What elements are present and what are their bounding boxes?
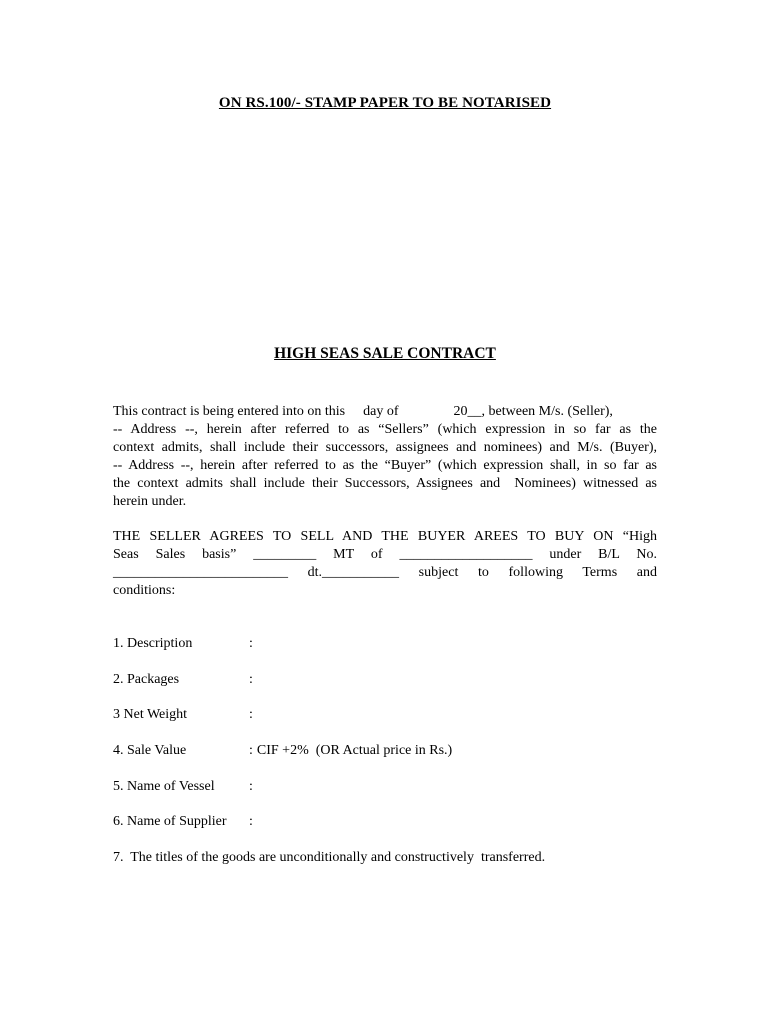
term-colon: : bbox=[249, 778, 253, 794]
contract-title: HIGH SEAS SALE CONTRACT bbox=[274, 345, 496, 362]
term-colon: : bbox=[249, 707, 253, 723]
agreement-line bbox=[113, 582, 657, 600]
intro-text-segment: -- Address --, herein after referred to as “Sellers” (which expression in so far as the bbox=[113, 422, 657, 437]
term-item-sale-value bbox=[113, 742, 673, 760]
terms-list bbox=[113, 635, 673, 885]
term-colon: : bbox=[249, 636, 253, 651]
intro-text-segment: the context admits shall include their Successors, Assignees and Nominees) witnessed as bbox=[113, 476, 657, 491]
term-label: 2. Packages bbox=[113, 671, 180, 687]
intro-line bbox=[113, 493, 657, 511]
term-colon: : bbox=[249, 671, 253, 687]
term-colon: : bbox=[249, 743, 253, 759]
term-label: 1. Description bbox=[113, 636, 193, 651]
agreement-paragraph bbox=[113, 528, 657, 600]
intro-text-segment: herein under. bbox=[113, 494, 187, 509]
agreement-line bbox=[113, 546, 657, 564]
term-label: 4. Sale Value bbox=[113, 743, 187, 759]
intro-line bbox=[113, 403, 657, 421]
intro-text-segment: day of bbox=[363, 404, 399, 419]
term-item-description bbox=[113, 635, 673, 653]
agreement-text-segment: Seas Sales basis” _________ MT of ___________________ under B/L No. bbox=[113, 547, 657, 562]
term-value: CIF +2% (OR Actual price in Rs.) bbox=[256, 743, 453, 759]
agreement-line bbox=[113, 564, 657, 582]
agreement-text-segment: _________________________ dt.___________ subject to following Terms and bbox=[113, 565, 657, 580]
intro-line bbox=[113, 457, 657, 475]
term-item-packages bbox=[113, 671, 673, 689]
term-item-net-weight bbox=[113, 706, 673, 724]
intro-text-segment: 20__, between M/s. (Seller), bbox=[453, 404, 613, 419]
agreement-line bbox=[113, 528, 657, 546]
intro-line bbox=[113, 421, 657, 439]
term-label: 5. Name of Vessel bbox=[113, 778, 215, 794]
intro-line bbox=[113, 439, 657, 457]
intro-text-segment: context admits, shall include their successors, assignees and nominees) and M/s. (Buyer), bbox=[113, 440, 657, 455]
term-label: 6. Name of Supplier bbox=[113, 814, 227, 830]
intro-line bbox=[113, 475, 657, 493]
intro-text-segment: This contract is being entered into on this bbox=[113, 404, 346, 419]
term-label: 3 Net Weight bbox=[113, 707, 188, 723]
term-item-vessel bbox=[113, 778, 673, 796]
intro-text-segment: -- Address --, herein after referred to as the “Buyer” (which expression shall, in so far as bbox=[113, 458, 657, 473]
term-colon: : bbox=[249, 814, 253, 830]
stamp-paper-heading: ON RS.100/- STAMP PAPER TO BE NOTARISED bbox=[218, 95, 552, 111]
term-item-title-transfer: 7. The titles of the goods are unconditionally and constructively transferred. bbox=[113, 850, 546, 866]
agreement-text-segment: THE SELLER AGREES TO SELL AND THE BUYER AREES TO BUY ON “High bbox=[113, 529, 657, 544]
term-item-supplier bbox=[113, 813, 673, 831]
agreement-text-segment: conditions: bbox=[113, 583, 176, 598]
intro-paragraph bbox=[113, 403, 657, 511]
